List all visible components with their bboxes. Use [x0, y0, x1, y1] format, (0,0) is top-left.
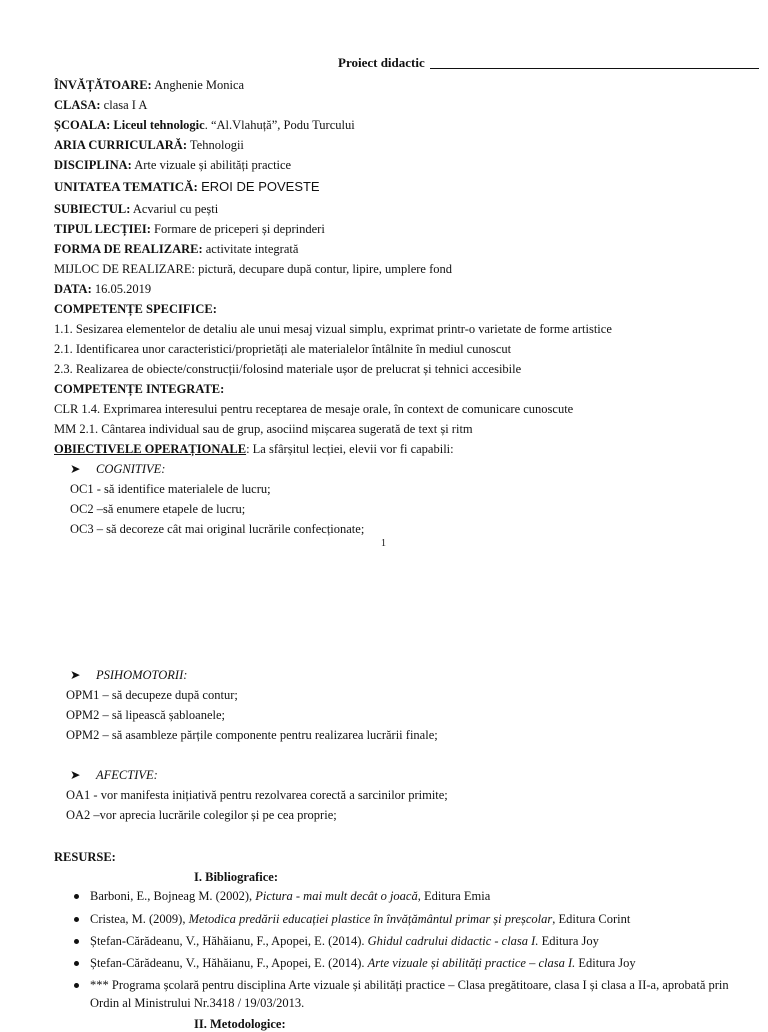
bibliografice-heading: I. Bibliografice:	[194, 870, 279, 884]
bibliography-item: Ștefan-Cărădeanu, V., Hăhăianu, F., Apopei, E. (2014). Ghidul cadrului didactic - clasa I. Editura Joy	[90, 934, 599, 948]
objective-item: OPM2 – să lipească șabloanele;	[66, 708, 225, 722]
afective-label: ➤ AFECTIVE:	[70, 768, 158, 782]
bibliography-item-continued: Ordin al Ministrului Nr.3418 / 19/03/2013.	[90, 996, 305, 1010]
bibliography-item: *** Programa școlară pentru disciplina Arte vizuale și abilități practice – Clasa pregătitoare, clasa I și clasa a II-a, aprobată prin	[90, 978, 729, 992]
arrow-bullet-icon: ➤	[70, 668, 81, 682]
competenta-specifica: 2.1. Identificarea unor caracteristici/proprietăți ale materialelor întâlnite în mediul cunoscut	[54, 342, 512, 356]
objective-item: OC2 –să enumere etapele de lucru;	[70, 502, 246, 516]
bibliography-item: Cristea, M. (2009), Metodica predării educației plastice în învățământul primar și preșcolar, Editura Corint	[90, 912, 631, 926]
header-data: DATA: 16.05.2019	[54, 282, 152, 296]
header-class: CLASA: clasa I A	[54, 98, 148, 112]
competenta-integrata: CLR 1.4. Exprimarea interesului pentru receptarea de mesaje orale, în context de comunicare cunoscute	[54, 402, 574, 416]
header-tip-lectie: TIPUL LECȚIEI: Formare de priceperi și deprinderi	[54, 222, 325, 236]
header-teacher: ÎNVĂȚĂTOARE: Anghenie Monica	[54, 78, 245, 92]
objective-item: OC3 – să decoreze cât mai original lucrările confecționate;	[70, 522, 365, 536]
competente-specifice-heading: COMPETENȚE SPECIFICE:	[54, 302, 217, 316]
bullet-icon	[74, 961, 79, 966]
header-mijloc: MIJLOC DE REALIZARE: pictură, decupare după contur, lipire, umplere fond	[54, 262, 452, 276]
arrow-bullet-icon: ➤	[70, 768, 81, 782]
header-subiect: SUBIECTUL: Acvariul cu pești	[54, 202, 219, 216]
metodologice-heading: II. Metodologice:	[194, 1017, 286, 1031]
competente-integrate-heading: COMPETENȚE INTEGRATE:	[54, 382, 225, 396]
objective-item: OC1 - să identifice materialele de lucru;	[70, 482, 271, 496]
bibliography-item: Barboni, E., Bojneag M. (2002), Pictura - mai mult decât o joacă, Editura Emia	[90, 889, 491, 903]
cognitive-label: ➤ COGNITIVE:	[70, 462, 166, 476]
objective-item: OPM1 – să decupeze după contur;	[66, 688, 238, 702]
header-forma: FORMA DE REALIZARE: activitate integrată	[54, 242, 299, 256]
obiective-heading: OBIECTIVELE OPERAȚIONALE: La sfârșitul lecției, elevii vor fi capabili:	[54, 442, 454, 456]
objective-item: OA2 –vor aprecia lucrările colegilor și pe cea proprie;	[66, 808, 337, 822]
psihomotorii-label: ➤ PSIHOMOTORII:	[70, 668, 188, 682]
header-aria: ARIA CURRICULARĂ: Tehnologii	[54, 138, 244, 152]
bullet-icon	[74, 983, 79, 988]
page-number: 1	[381, 538, 386, 549]
title-underline	[430, 68, 759, 69]
competenta-specifica: 2.3. Realizarea de obiecte/construcții/folosind materiale ușor de prelucrat și tehnici accesibile	[54, 362, 522, 376]
objective-item: OA1 - vor manifesta inițiativă pentru rezolvarea corectă a sarcinilor primite;	[66, 788, 448, 802]
arrow-bullet-icon: ➤	[70, 462, 81, 476]
bibliography-item: Ștefan-Cărădeanu, V., Hăhăianu, F., Apopei, E. (2014). Arte vizuale și abilități practice – clasa I. Editura Joy	[90, 956, 636, 970]
bullet-icon	[74, 894, 79, 899]
bullet-icon	[74, 939, 79, 944]
page-title: Proiect didactic	[338, 55, 425, 70]
bullet-icon	[74, 917, 79, 922]
competenta-integrata: MM 2.1. Cântarea individual sau de grup, asociind mișcarea sugerată de text și ritm	[54, 422, 473, 436]
resurse-heading: RESURSE:	[54, 850, 116, 864]
header-disciplina: DISCIPLINA: Arte vizuale și abilități practice	[54, 158, 292, 172]
header-unitate: UNITATEA TEMATICĂ: EROI DE POVESTE	[54, 179, 320, 194]
objective-item: OPM2 – să asambleze părțile componente pentru realizarea lucrării finale;	[66, 728, 438, 742]
header-school: ȘCOALA: Liceul tehnologic. “Al.Vlahuță”, Podu Turcului	[54, 118, 355, 132]
competenta-specifica: 1.1. Sesizarea elementelor de detaliu ale unui mesaj vizual simplu, exprimat printr-o varietate de forme artistice	[54, 322, 612, 336]
